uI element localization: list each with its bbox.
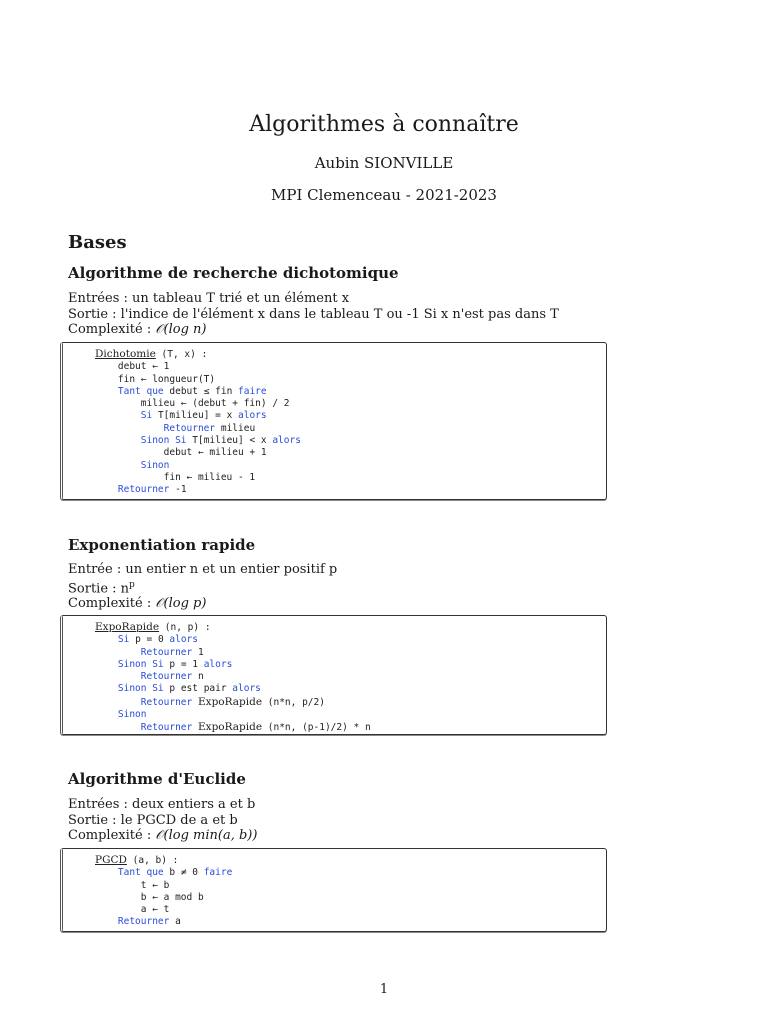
code-indent (95, 709, 118, 720)
code-indent (95, 659, 118, 670)
code-keyword: alors (238, 410, 267, 422)
complexity-label: Complexité : (68, 596, 156, 612)
code-indent (95, 410, 141, 421)
code-keyword: Sinon Si (117, 658, 164, 670)
code-line (95, 683, 371, 695)
code-indent (95, 671, 141, 682)
code-keyword: Retourner (140, 646, 193, 658)
function-params: (a, b) : (126, 855, 179, 866)
code-keyword: Retourner (117, 484, 170, 496)
code-text: -1 (169, 484, 187, 496)
code-text: p = 1 (163, 658, 204, 670)
code-keyword: Retourner (117, 916, 170, 928)
code-line (95, 472, 301, 484)
algo-input: Entrée : un entier n et un entier positif p (68, 562, 338, 577)
code-line (95, 916, 232, 928)
code-indent (95, 880, 141, 891)
code-indent (95, 484, 118, 495)
code-indent (95, 460, 141, 471)
code-text: b ← a mod b (140, 891, 204, 903)
code-text: debut ← 1 (117, 361, 170, 373)
code-keyword: faire (203, 867, 233, 879)
code-line (95, 386, 301, 398)
code-keyword: Retourner (140, 722, 193, 734)
algo-output: Sortie : l'indice de l'élément x dans le tableau T ou -1 Si x n'est pas dans T (68, 306, 559, 322)
code-text: T[milieu] < x (186, 435, 273, 447)
code-line (95, 659, 371, 671)
code-indent (95, 423, 164, 434)
code-line (95, 361, 301, 373)
code-indent (95, 435, 141, 446)
code-line (95, 398, 301, 410)
algo-complexity (68, 828, 257, 844)
code-call: ExpoRapide (197, 695, 263, 708)
code-line (95, 634, 371, 646)
output-prefix: Sortie : n (68, 580, 130, 596)
subsection-title-dichotomie: Algorithme de recherche dichotomique (68, 264, 399, 282)
code-text: (n*n, p/2) (262, 696, 325, 708)
complexity-value: 𝒪(log p) (155, 596, 207, 612)
code-line (95, 880, 232, 892)
function-name: PGCD (95, 854, 127, 866)
function-name: ExpoRapide (95, 621, 160, 633)
code-keyword: faire (238, 385, 267, 397)
code-call: ExpoRapide (197, 721, 263, 734)
code-line (95, 374, 301, 386)
code-indent (95, 447, 164, 458)
document-affiliation: MPI Clemenceau - 2021-2023 (271, 186, 497, 204)
function-name: Dichotomie (95, 348, 156, 360)
code-keyword: alors (232, 683, 261, 695)
code-indent (95, 398, 141, 409)
code-block-dichotomie (60, 342, 607, 500)
subsection-title-exponentiation: Exponentiation rapide (68, 536, 256, 554)
code-line (95, 447, 301, 459)
page-number: 1 (379, 982, 389, 997)
code-text: fin ← milieu - 1 (163, 471, 256, 483)
code-keyword: Tant que (117, 867, 164, 879)
code-line (95, 721, 371, 734)
code-line (95, 460, 301, 472)
code-line (95, 892, 232, 904)
code-line (95, 709, 371, 721)
code-indent (95, 634, 118, 645)
code-signature (95, 348, 301, 361)
code-indent (95, 386, 118, 397)
code-line (95, 435, 301, 447)
complexity-label: Complexité : (68, 322, 156, 337)
code-indent (95, 867, 118, 878)
code-text: a ← t (140, 904, 170, 916)
code-text: p est pair (163, 683, 233, 695)
code-keyword: Sinon (140, 459, 170, 471)
code-indent (95, 374, 118, 385)
code-keyword: Tant que (117, 385, 164, 397)
code-indent (95, 647, 141, 658)
subsection-title-euclide: Algorithme d'Euclide (68, 770, 246, 788)
code-indent (95, 916, 118, 927)
algo-meta-exponentiation (68, 562, 337, 612)
code-keyword: alors (272, 435, 301, 447)
code-text: fin ← longueur(T) (117, 373, 216, 385)
code-indent (95, 904, 141, 915)
code-text: milieu ← (debut + fin) / 2 (140, 398, 290, 410)
code-indent (95, 683, 118, 694)
algo-complexity (68, 596, 337, 612)
function-params: (n, p) : (159, 622, 211, 633)
code-text: debut ← milieu + 1 (163, 447, 267, 459)
code-line (95, 671, 371, 683)
code-text: a (169, 916, 181, 928)
code-block-exponentiation (60, 615, 607, 735)
code-keyword: Retourner (140, 696, 193, 708)
code-keyword: Retourner (163, 422, 216, 434)
code-line (95, 410, 301, 422)
code-text: 1 (192, 646, 204, 658)
code-keyword: alors (203, 658, 233, 670)
complexity-value: 𝒪(log min(a, b)) (155, 828, 258, 843)
code-listing (95, 621, 371, 735)
code-text: t ← b (140, 879, 170, 891)
code-text: n (192, 671, 204, 683)
code-keyword: Retourner (140, 671, 193, 683)
code-line (95, 696, 371, 709)
algo-meta-dichotomie (68, 291, 559, 338)
code-line (95, 484, 301, 496)
code-signature (95, 854, 232, 867)
code-keyword: Si (140, 410, 153, 422)
algo-meta-euclide (68, 797, 257, 844)
code-line (95, 647, 371, 659)
code-indent (95, 892, 141, 903)
code-line (95, 423, 301, 435)
code-text: T[milieu] = x (152, 410, 239, 422)
code-indent (95, 361, 118, 372)
code-keyword: Si (117, 634, 130, 646)
code-listing (95, 854, 232, 929)
algo-output (68, 578, 337, 597)
document-title: Algorithmes à connaître (249, 112, 519, 137)
output-exponent: p (129, 579, 135, 590)
section-title: Bases (68, 232, 127, 253)
document-author: Aubin SIONVILLE (314, 154, 454, 172)
code-text: b ≠ 0 (163, 867, 204, 879)
code-text: milieu (215, 422, 256, 434)
algo-input: Entrées : deux entiers a et b (68, 797, 256, 812)
algo-output: Sortie : le PGCD de a et b (68, 812, 238, 828)
code-line (95, 867, 232, 879)
code-line (95, 904, 232, 916)
code-signature (95, 621, 371, 634)
code-block-euclide (60, 848, 607, 932)
code-text: (n*n, (p-1)/2) * n (262, 722, 371, 734)
function-params: (T, x) : (155, 349, 208, 360)
code-keyword: Sinon Si (140, 435, 187, 447)
algo-complexity (68, 322, 559, 338)
code-text: debut ≤ fin (163, 385, 239, 397)
algo-input: Entrées : un tableau T trié et un élément x (68, 291, 350, 306)
code-indent (95, 722, 141, 733)
code-listing (95, 348, 301, 497)
complexity-label: Complexité : (68, 828, 156, 843)
code-indent (95, 697, 141, 708)
code-keyword: Sinon (117, 709, 147, 721)
complexity-value: 𝒪(log n) (155, 322, 207, 337)
code-text: p = 0 (129, 634, 170, 646)
code-keyword: alors (169, 634, 198, 646)
code-keyword: Sinon Si (117, 683, 164, 695)
code-indent (95, 472, 164, 483)
